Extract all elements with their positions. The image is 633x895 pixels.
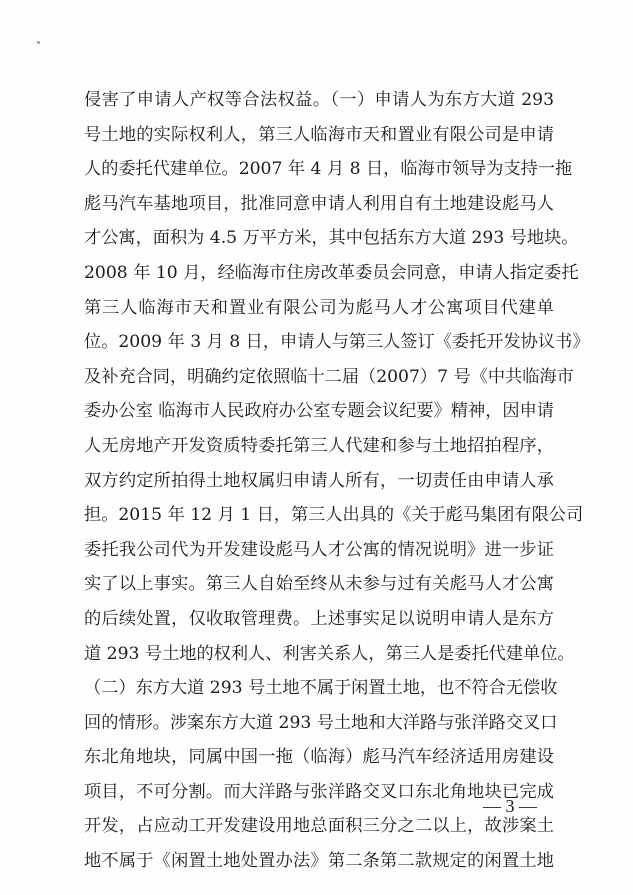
text-line: 道 293 号土地的权利人、利害关系人，第三人是委托代建单位。: [84, 643, 575, 664]
page-number: — 3 —: [483, 796, 537, 816]
text-line: 2008 年 10 月，经临海市住房改革委员会同意，申请人指定委托: [84, 262, 579, 283]
text-line: 委托我公司代为开发建设彪马人才公寓的情况说明》进一步证: [84, 539, 554, 560]
text-line: 地不属于《闲置土地处置办法》第二条第二款规定的闲置土地: [84, 851, 554, 872]
text-line: 的后续处置，仅收取管理费。上述事实足以说明申请人是东方: [84, 608, 554, 629]
text-line: 双方约定所拍得土地权属归申请人所有，一切责任由申请人承: [84, 470, 554, 491]
text-line: 东北角地块，同属中国一拖（临海）彪马汽车经济适用房建设: [84, 747, 554, 768]
body-paragraph: [84, 83, 590, 879]
text-line: 号土地的实际权利人，第三人临海市天和置业有限公司是申请: [84, 124, 554, 145]
text-line: 第三人临海市天和置业有限公司为彪马人才公寓项目代建单: [84, 297, 554, 318]
text-line: 开发，占应动工开发建设用地总面积三分之二以上，故涉案土: [84, 816, 554, 837]
text-line: 位。2009 年 3 月 8 日，申请人与第三人签订《委托开发协议书》: [84, 332, 590, 353]
text-line: 才公寓，面积为 4.5 万平方米，其中包括东方大道 293 号地块。: [84, 228, 579, 249]
text-line: 担。2015 年 12 月 1 日，第三人出具的《关于彪马集团有限公司: [84, 505, 584, 526]
text-line: 人的委托代建单位。2007 年 4 月 8 日，临海市领导为支持一拖: [84, 159, 573, 180]
text-line: 实了以上事实。第三人自始至终从未参与过有关彪马人才公寓: [84, 574, 554, 595]
text-line: 委办公室 临海市人民政府办公室专题会议纪要》精神，因申请: [84, 401, 554, 422]
text-line: （二）东方大道 293 号土地不属于闲置土地，也不符合无偿收: [84, 678, 558, 699]
scan-speck: [37, 41, 40, 44]
text-line: 回的情形。涉案东方大道 293 号土地和大洋路与张洋路交叉口: [84, 712, 558, 733]
text-line: 彪马汽车基地项目，批准同意申请人利用自有土地建设彪马人: [84, 193, 554, 214]
text-line: 及补充合同，明确约定依照临十二届（2007）7 号《中共临海市: [84, 366, 574, 387]
text-line: 项目，不可分割。而大洋路与张洋路交叉口东北角地块已完成: [84, 781, 554, 802]
text-line: 人无房地产开发资质特委托第三人代建和参与土地招拍程序，: [84, 435, 554, 456]
text-line: 侵害了申请人产权等合法权益。（一）申请人为东方大道 293: [84, 90, 554, 110]
